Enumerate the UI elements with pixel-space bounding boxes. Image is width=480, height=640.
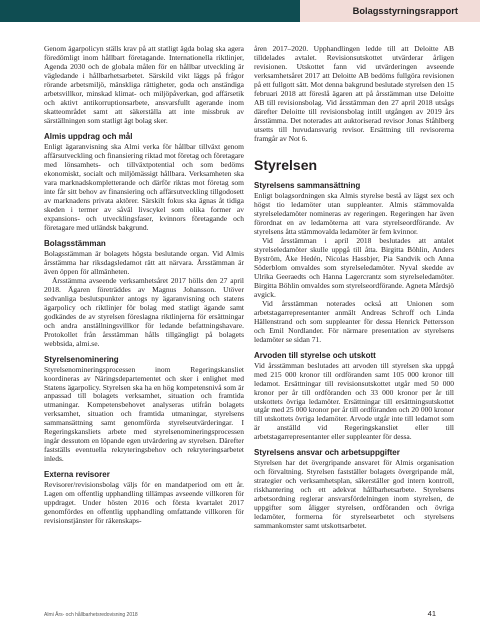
section-title: Bolagsstyrningsrapport — [300, 0, 480, 22]
paragraph: Genom ägarpolicyn ställs krav på att statligt ägda bolag ska agera föredömligt inom hållbart företagande. Internationella riktlinjer, Agenda 2030 och de globala målen för en hållbar utveckling är vägledande i hållbarhetsarbetet. Särskild vikt läggs på frågor rörande arbetsmiljö, mänskliga rättigheter, goda och anständiga arbetsvillkor, minskad klimat- och miljöpåverkan, god affärsetik och aktivt antikorruptionsarbete, ansvarsfullt agerande inom skatteområdet samt att säkerställa att inte missbruk av särställningen som statligt ägt bolag sker. — [44, 44, 244, 125]
page-number: 41 — [427, 609, 436, 618]
paragraph: Vid årsstämman noterades också att Unionen som arbetstagarrepresentanter anmält Andreas Schroff och Linda Hällenstrand och som suppleanter för dessa Henrick Pettersson och Emil Nordlander. För närmare presentation av styrelsens ledamöter se sidan 71. — [254, 298, 454, 344]
footer-publication: Almi Års- och hållbarhetsredovisning 2018 — [44, 612, 138, 618]
heading-styrelsen: Styrelsen — [254, 156, 318, 173]
paragraph: Bolagsstämman är bolagets högsta beslutande organ. Vid Almis årsstämma har riksdagsledamot rätt att närvara. Årsstämman är även öppen för allmänheten. — [44, 248, 244, 276]
paragraph: Enligt ägaranvisning ska Almi verka för hållbar tillväxt genom affärsutveckling och finansiering riktad mot företag och företagare med lönsamhets- och tillväxtpotential och som bedöms ekonomiskt, socialt och miljömässigt hållbara. Verksamheten ska vara marknadskompletterande och därför riktas mot företag som inte får sitt behov av finansiering och affärsutveckling tillgodosett av marknadens privata aktörer. Särskilt fokus ska ägnas åt tidiga skeden i termer av såväl livscykel som olika former av expansions- och utvecklingsfaser, kvinnors företagande och företagare med utländsk bakgrund. — [44, 141, 244, 232]
heading-styrelsenominering: Styrelsenominering — [44, 354, 119, 364]
left-column — [44, 44, 244, 525]
right-column — [254, 44, 454, 530]
heading-styrelsens-sammansattning: Styrelsens sammansättning — [254, 180, 361, 190]
paragraph: Styrelsen har det övergripande ansvaret för Almis organisation och förvaltning. Styrelsen fastställer bolagets övergripande mål, strategier och verksamhetsplan, säkerställer god intern kontroll, riskhantering och ett adekvat hållbarhetsarbete. Styrelsens arbetsordning reglerar ansvarsfördelningen inom styrelsen, de uppgifter som åligger styrelsen, ordföranden och övriga ledamöter, formerna för styrelsearbetet och styrelsens sammankomster samt utskottsarbetet. — [254, 458, 454, 531]
paragraph: åren 2017–2020. Upphandlingen ledde till att Deloitte AB tilldelades avtalet. Revisionsutskottet utvärderar årligen revisionen. Utskottet fann vid utvärderingen avseende verksamhetsåret 2017 att Deloitte AB bedöms fullgöra revisionen på ett fullgott sätt. Mot denna bakgrund beslutade styrelsen den 15 februari 2018 att föreslå ägaren att på årsstämman utse Deloitte AB till revisionsbolag. Vid årsstämman den 27 april 2018 utsågs därefter Deloitte till revisionsbolag intill utgången av 2019 års årsstämma. Det noterades att auktoriserad revisor Jonas Ståhlberg utsetts till huvudansvarig revisor. Ersättning till revisorerna framgår av Not 6. — [254, 44, 454, 143]
paragraph: Enligt bolagsordningen ska Almis styrelse bestå av lägst sex och högst tio ledamöter utan suppleanter. Almis stämmovalda styrelseledamöter nomineras av regeringen. Regeringen har även förordnat en av ledamöterna att vara styrelseordförande. Av styrelsens åtta stämmovalda ledamöter är fem kvinnor. — [254, 190, 454, 236]
paragraph: Vid årsstämman i april 2018 beslutades att antalet styrelseledamöter skulle uppgå till åtta. Birgitta Böhlin, Anders Byström, Åke Hedén, Nicolas Hassbjer, Pia Sandvik och Anna Söderblom omvaldes som styrelseledamöter. Nyval skedde av Ulrika Geeraedts och Hanna Lagercrantz som styrelseledamöter. Birgitta Böhlin omvaldes som styrelseordförande. Agneta Mårdsjö avgick. — [254, 235, 454, 299]
heading-almis-uppdrag: Almis uppdrag och mål — [44, 131, 133, 141]
heading-styrelsens-ansvar: Styrelsens ansvar och arbetsuppgifter — [254, 448, 400, 458]
header-bar — [0, 0, 480, 22]
paragraph: Styrelsenomineringsprocessen inom Regeringskansliet koordineras av Näringsdepartementet och sker i enlighet med Statens ägarpolicy. Styrelsen ska ha en hög kompetensnivå som är anpassad till bolagets verksamhet, situation och framtida utmaningar. Kompetensbehovet analyseras utifrån bolagets verksamhet, situation och framtida utmaningar, styrelsens sammansättning samt genomförda styrelseutvärderingar. I Regeringskansliets arbete med styrelsenomineringsprocessen ingår dessutom en löpande egen utvärdering av styrelsen. Därefter fastställs eventuella rekryteringsbehov och rekryteringsarbetet inleds. — [44, 364, 244, 464]
paragraph: Vid årsstämman beslutades att arvoden till styrelsen ska uppgå med 215 000 kronor till ordföranden samt 105 000 kronor till ledamot. Ersättningar till revisionsutskottet utgår med 50 000 kronor per år till ordföranden och 33 000 kronor per år till utskottets övriga ledamöter. Ersättningar till ersättningsutskottet utgår med 25 000 kronor per år till ordföranden och 20 000 kronor till utskottets övriga ledamöter. Arvode utgår inte till ledamot som är anställd vid Regeringskansliet eller till arbetstagarrepresentanter eller suppleanter för dessa. — [254, 360, 454, 442]
heading-externa-revisorer: Externa revisorer — [44, 470, 110, 480]
heading-arvoden: Arvoden till styrelse och utskott — [254, 350, 376, 360]
paragraph: Årsstämma avseende verksamhetsåret 2017 hölls den 27 april 2018. Ägaren företräddes av Magnus Johansson. Utöver sedvanliga beslutspunkter antogs ny ägaranvisning och statens ägarpolicy och riktlinjer för bolag med statligt ägande samt godkändes de av styrelsen föreslagna riktlinjerna för ersättningar och andra anställningsvillkor för ledande befattningshavare. Protokollet från årsstämman hålls tillgängligt på bolagets webbsida, almi.se. — [44, 275, 244, 348]
paragraph: Revisorer/revisionsbolag väljs för en mandatperiod om ett år. Lagen om offentlig upphandling tillämpas avseende villkoren för uppdraget. Under hösten 2016 och första kvartalet 2017 genomfördes en offentlig upphandling omfattande villkoren för revisionstjänster för räkenskaps- — [44, 480, 244, 526]
header-accent-band — [0, 0, 300, 22]
heading-bolagsstamman: Bolagsstämman — [44, 238, 106, 248]
